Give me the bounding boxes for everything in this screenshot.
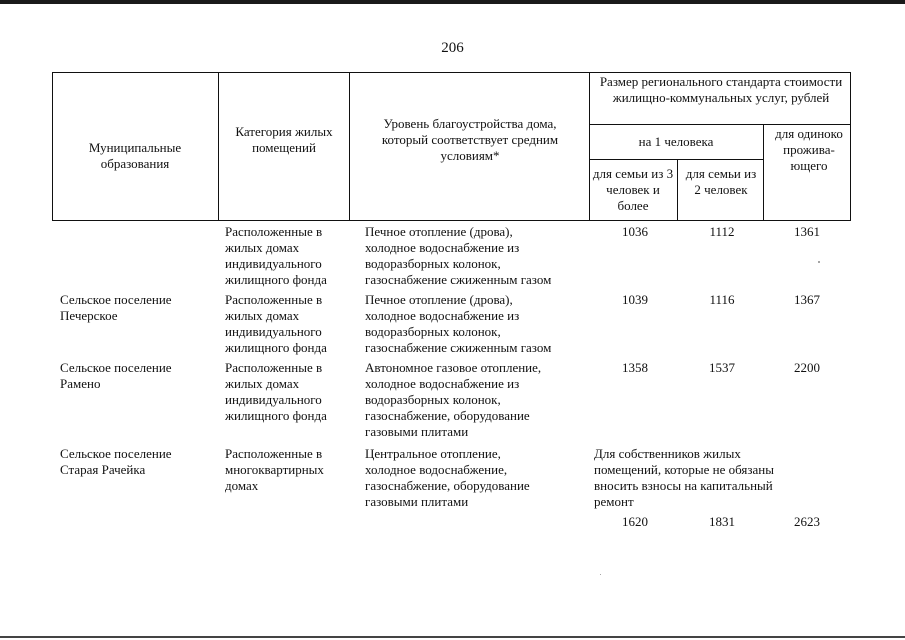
row3-value-family3: 1358 (622, 360, 648, 375)
header-family-3: для семьи из 3 человек и более (592, 166, 674, 213)
header-sep-1 (218, 72, 219, 221)
header-standard-size: Размер регионального стандарта стоимости жилищно-коммунальных услуг, рублей (599, 74, 843, 105)
header-sep-h2 (589, 159, 763, 160)
top-border-rule (0, 0, 905, 4)
row1-category: Расположенные в жилых домах индивидуального жилищного фонда (225, 224, 327, 287)
row4-note: Для собственников жилых помещений, которые не обязаны вносить взносы на капитальный ремонт (594, 446, 774, 509)
row4-amenity: Центральное отопление, холодное водоснабжение, газоснабжение, оборудование газовыми плитами (365, 446, 530, 509)
header-category: Категория жилых помещений (235, 124, 333, 155)
table-header (52, 72, 851, 221)
row3-category: Расположенные в жилых домах индивидуального жилищного фонда (225, 360, 327, 423)
row1-amenity: Печное отопление (дрова), холодное водоснабжение из водоразборных колонок, газоснабжение сжиженным газом (365, 224, 552, 287)
header-amenity: Уровень благоустройства дома, который соответствует средним условиям* (381, 116, 559, 163)
header-municipality: Муниципальные образования (88, 140, 182, 171)
header-sep-3 (589, 72, 590, 221)
row2-category: Расположенные в жилых домах индивидуального жилищного фонда (225, 292, 327, 355)
header-family-2: для семьи из 2 человек (685, 166, 757, 197)
row1-value-family3: 1036 (622, 224, 648, 239)
page-number: 206 (441, 40, 464, 56)
row3-amenity: Автономное газовое отопление, холодное водоснабжение из водоразборных колонок, газоснабжение, оборудование газовыми плитами (365, 360, 542, 439)
row2-value-family3: 1039 (622, 292, 648, 307)
header-border-right (850, 72, 851, 221)
row2-value-single: 1367 (794, 292, 820, 307)
header-sep-2 (349, 72, 350, 221)
row4-value-family3: 1620 (622, 514, 648, 529)
row2-amenity: Печное отопление (дрова), холодное водоснабжение из водоразборных колонок, газоснабжение сжиженным газом (365, 292, 552, 355)
scan-speck (818, 261, 820, 263)
scan-speck (600, 574, 601, 575)
row3-municipality: Сельское поселение Рамено (60, 360, 172, 391)
header-sep-h1 (589, 124, 851, 125)
header-sep-4 (763, 124, 764, 221)
row4-value-single: 2623 (794, 514, 820, 529)
row2-value-family2: 1116 (709, 292, 735, 307)
row4-category: Расположенные в многоквартирных домах (225, 446, 324, 493)
row3-value-single: 2200 (794, 360, 820, 375)
header-per-person: на 1 человека (638, 134, 714, 149)
row1-value-family2: 1112 (709, 224, 735, 239)
bottom-border-rule (0, 636, 905, 638)
row3-value-family2: 1537 (709, 360, 735, 375)
header-sep-5 (677, 159, 678, 221)
row2-municipality: Сельское поселение Печерское (60, 292, 172, 323)
header-border-top (52, 72, 851, 73)
header-single: для одиноко прожива-ющего (775, 126, 843, 173)
header-border-left (52, 72, 53, 221)
row4-municipality: Сельское поселение Старая Рачейка (60, 446, 172, 477)
row4-value-family2: 1831 (709, 514, 735, 529)
row1-value-single: 1361 (794, 224, 820, 239)
header-border-bottom (52, 220, 851, 221)
